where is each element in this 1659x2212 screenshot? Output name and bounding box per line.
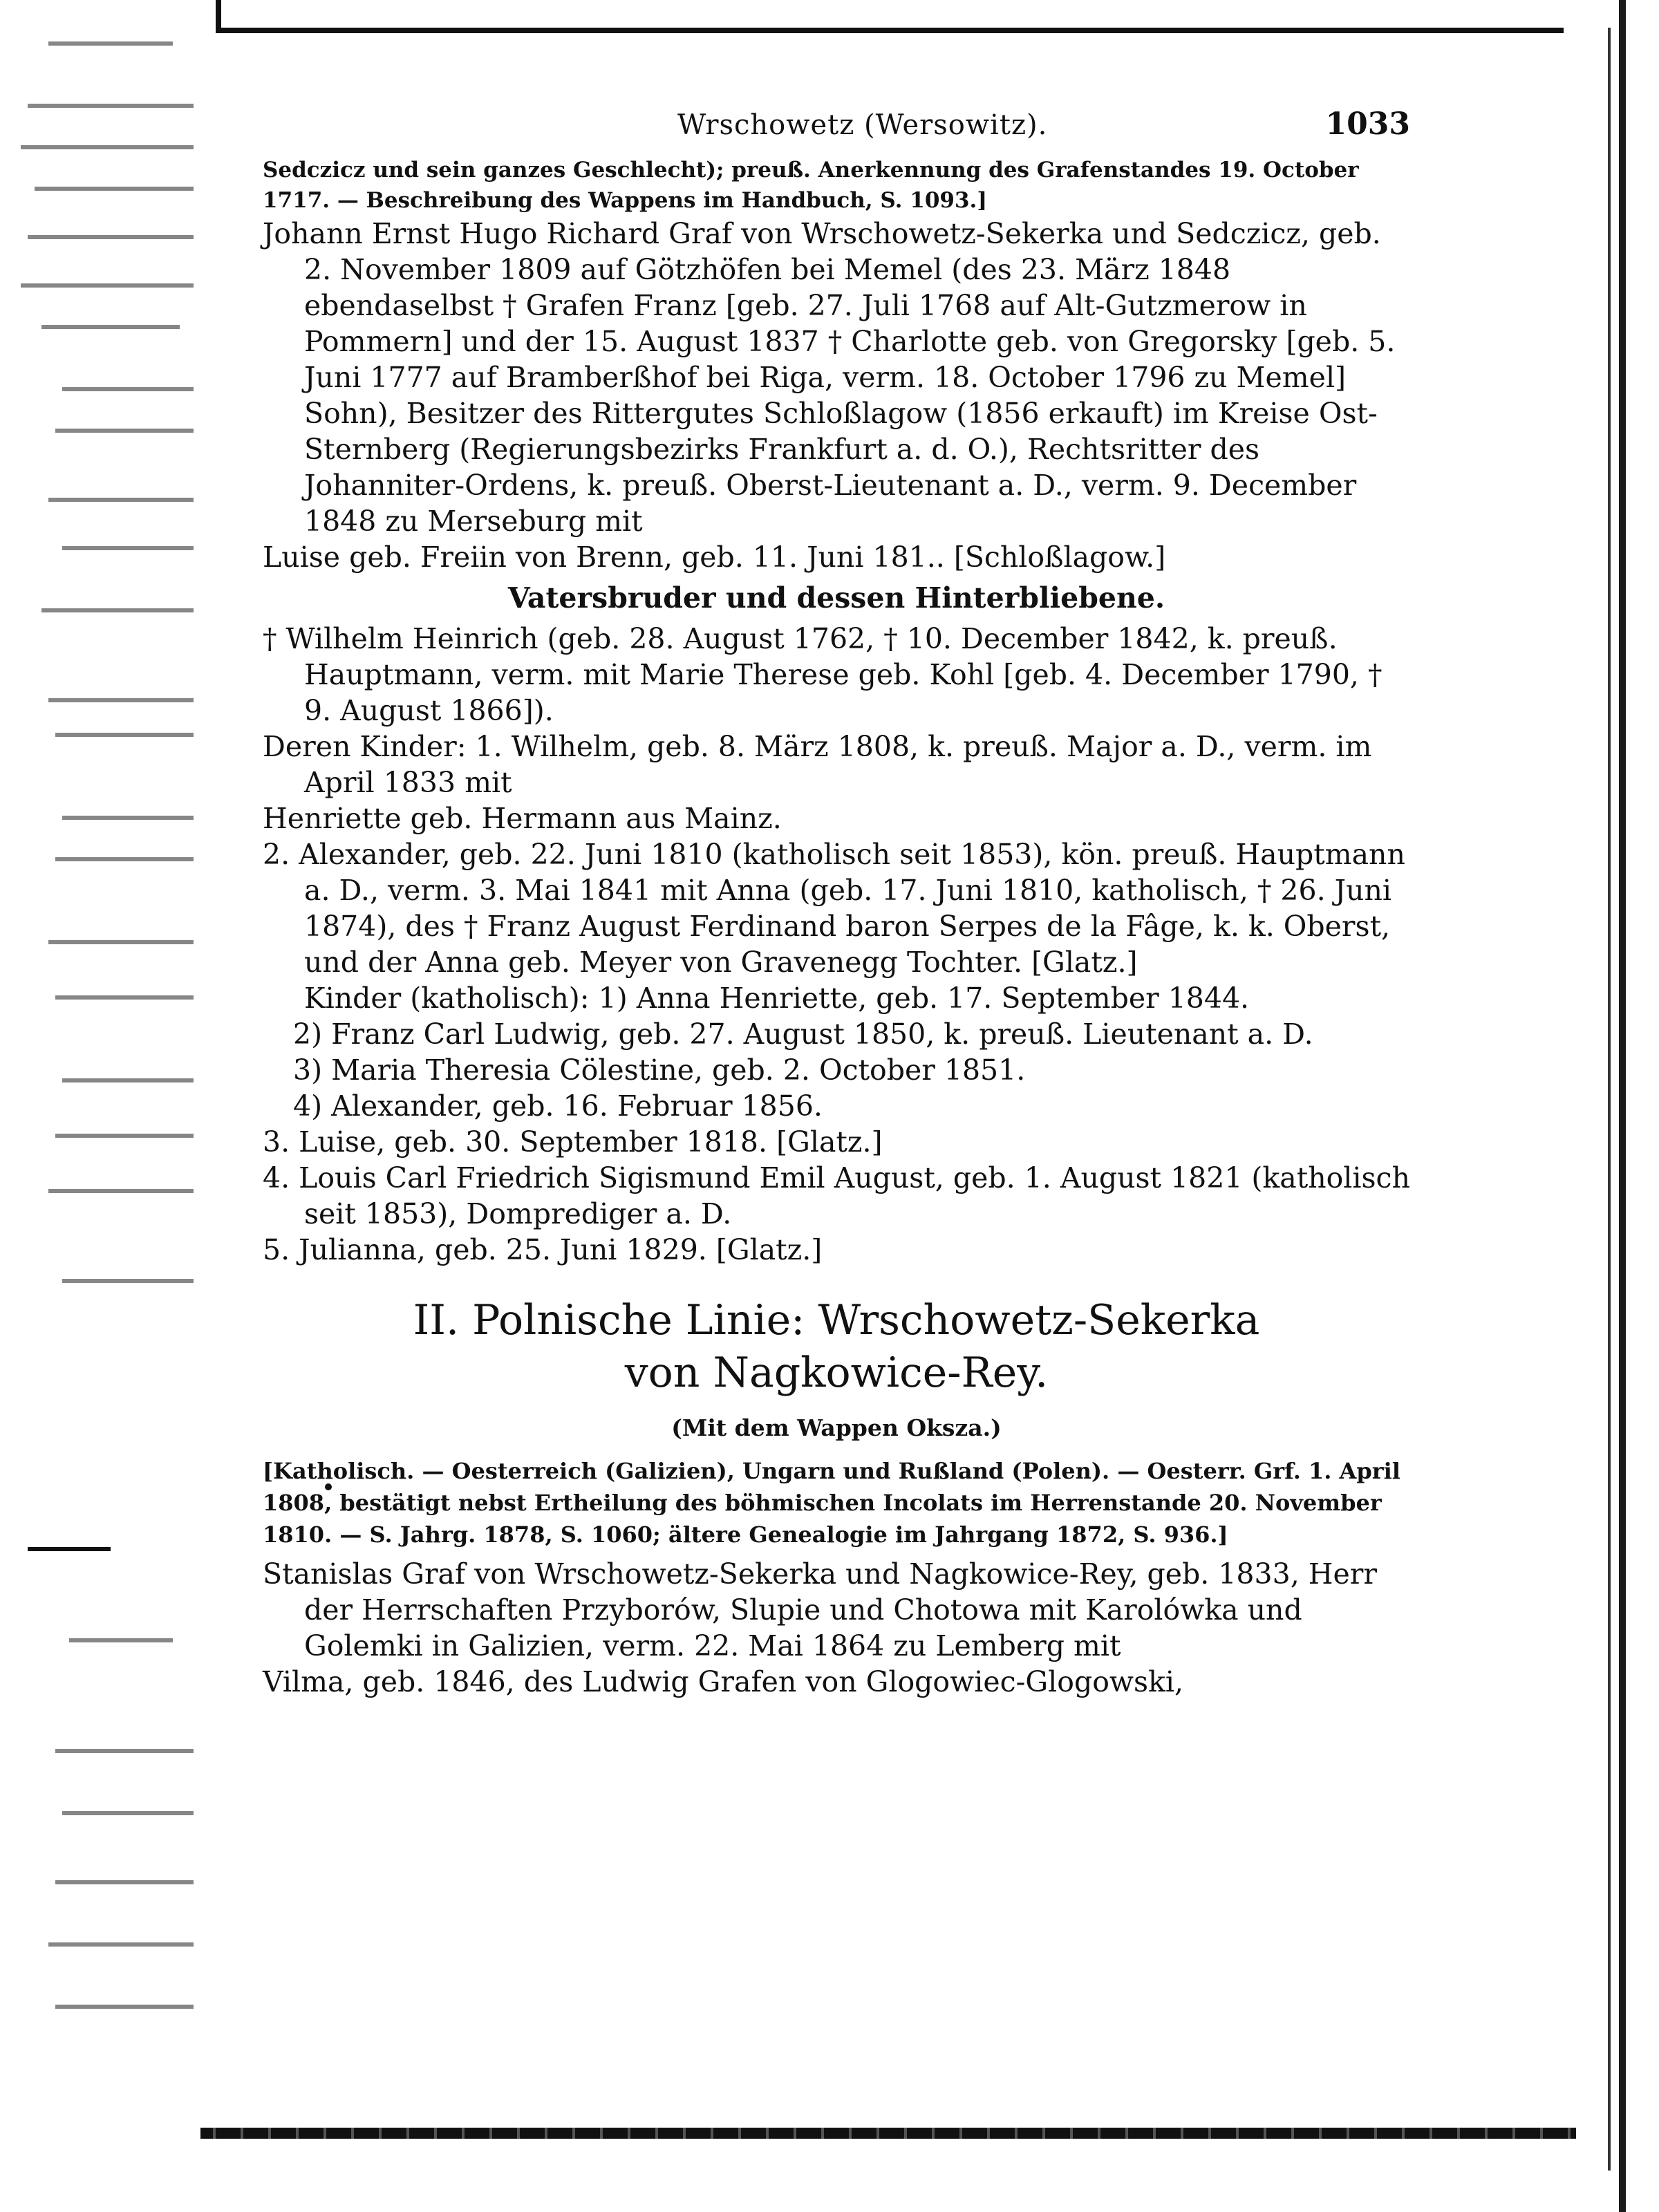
entry-deren-kinder: Deren Kinder: 1. Wilhelm, geb. 8. März 1808, k. preuß. Major a. D., verm. im April 1833 mit xyxy=(263,730,1372,799)
page-number: 1033 xyxy=(1325,106,1410,142)
entry-luise-spouse: Luise geb. Freiin von Brenn, geb. 11. Juni 181.. [Schloßlagow.] xyxy=(263,541,1166,574)
entry-alexander: 2. Alexander, geb. 22. Juni 1810 (katholisch seit 1853), kön. preuß. Hauptmann a. D., verm. 3. Mai 1841 mit Anna (geb. 17. Juni 1810, katholisch, † 26. Juni 1874), des † Franz August Ferdinand baron Serpes de la Fâge, k. k. Oberst, und der Anna geb. Meyer von Gravenegg Tochter. [Glatz.] xyxy=(263,838,1405,979)
margin-mark xyxy=(28,1547,111,1551)
section-title xyxy=(263,1294,1410,1399)
running-title: Wrschowetz (Wersowitz). xyxy=(677,109,1048,141)
subheading-vatersbruder: Vatersbruder und dessen Hinterbliebene. xyxy=(507,581,1165,615)
page-content xyxy=(263,97,1410,1700)
entry-julianna-5: 5. Julianna, geb. 25. Juni 1829. [Glatz.] xyxy=(263,1233,823,1266)
section-note: [Katholisch. — Oesterreich (Galizien), Ungarn und Rußland (Polen). — Oesterr. Grf. 1. April 1808, bestätigt nebst Ertheilung des böhmischen Incolats im Herrenstande 20. November 1810. — S. Jahrg. 1878, S. 1060; ältere Genealogie im Jahrgang 1872, S. 936.] xyxy=(263,1458,1400,1548)
entry-louis-4: 4. Louis Carl Friedrich Sigismund Emil August, geb. 1. August 1821 (katholisch seit 1853), Domprediger a. D. xyxy=(263,1161,1410,1230)
section-subtitle: (Mit dem Wappen Oksza.) xyxy=(671,1414,1002,1441)
entry-kind-maria: 3) Maria Theresia Cölestine, geb. 2. October 1851. xyxy=(293,1053,1026,1087)
right-page-edge xyxy=(1619,0,1626,2212)
entry-kind-franz: 2) Franz Carl Ludwig, geb. 27. August 1850, k. preuß. Lieutenant a. D. xyxy=(293,1018,1313,1051)
right-page-edge-inner xyxy=(1608,28,1611,2171)
entry-luise-3: 3. Luise, geb. 30. September 1818. [Glatz.] xyxy=(263,1125,883,1159)
page-header xyxy=(263,97,1410,155)
entry-kind-alexander: 4) Alexander, geb. 16. Februar 1856. xyxy=(293,1089,823,1123)
entry-wilhelm-heinrich: † Wilhelm Heinrich (geb. 28. August 1762, † 10. December 1842, k. preuß. Hauptmann, verm. mit Marie Therese geb. Kohl [geb. 4. December 1790, † 9. August 1866]). xyxy=(263,622,1382,727)
facing-page-bleed xyxy=(0,0,200,2212)
section-title-line-2: von Nagkowice-Rey. xyxy=(624,1349,1049,1397)
entry-vilma: Vilma, geb. 1846, des Ludwig Grafen von Glogowiec-Glogowski, xyxy=(263,1665,1183,1698)
section-title-line-1: II. Polnische Linie: Wrschowetz-Sekerka xyxy=(413,1296,1260,1344)
entry-stanislas: Stanislas Graf von Wrschowetz-Sekerka und Nagkowice-Rey, geb. 1833, Herr der Herrschaften Przyborów, Slupie und Chotowa mit Karolówka und Golemki in Galizien, verm. 22. Mai 1864 zu Lemberg mit xyxy=(263,1557,1377,1662)
top-border xyxy=(216,28,1564,33)
bottom-border xyxy=(200,2128,1576,2139)
top-note: Sedczicz und sein ganzes Geschlecht); preuß. Anerkennung des Grafenstandes 19. October 1717. — Beschreibung des Wappens im Handbuch, S. 1093.] xyxy=(263,158,1359,213)
entry-kinder-anna: Kinder (katholisch): 1) Anna Henriette, geb. 17. September 1844. xyxy=(304,982,1250,1015)
entry-henriette: Henriette geb. Hermann aus Mainz. xyxy=(263,802,782,835)
entry-johann: Johann Ernst Hugo Richard Graf von Wrschowetz-Sekerka und Sedczicz, geb. 2. November 1809 auf Götzhöfen bei Memel (des 23. März 1848 ebendaselbst † Grafen Franz [geb. 27. Juli 1768 auf Alt-Gutzmerow in Pommern] und der 15. August 1837 † Charlotte geb. von Gregorsky [geb. 5. Juni 1777 auf Bramberßhof bei Riga, verm. 18. October 1796 zu Memel] Sohn), Besitzer des Rittergutes Schloßlagow (1856 erkauft) im Kreise Ost-Sternberg (Regierungsbezirks Frankfurt a. d. O.), Rechtsritter des Johanniter-Ordens, k. preuß. Oberst-Lieutenant a. D., verm. 9. December 1848 zu Merseburg mit xyxy=(263,217,1396,538)
